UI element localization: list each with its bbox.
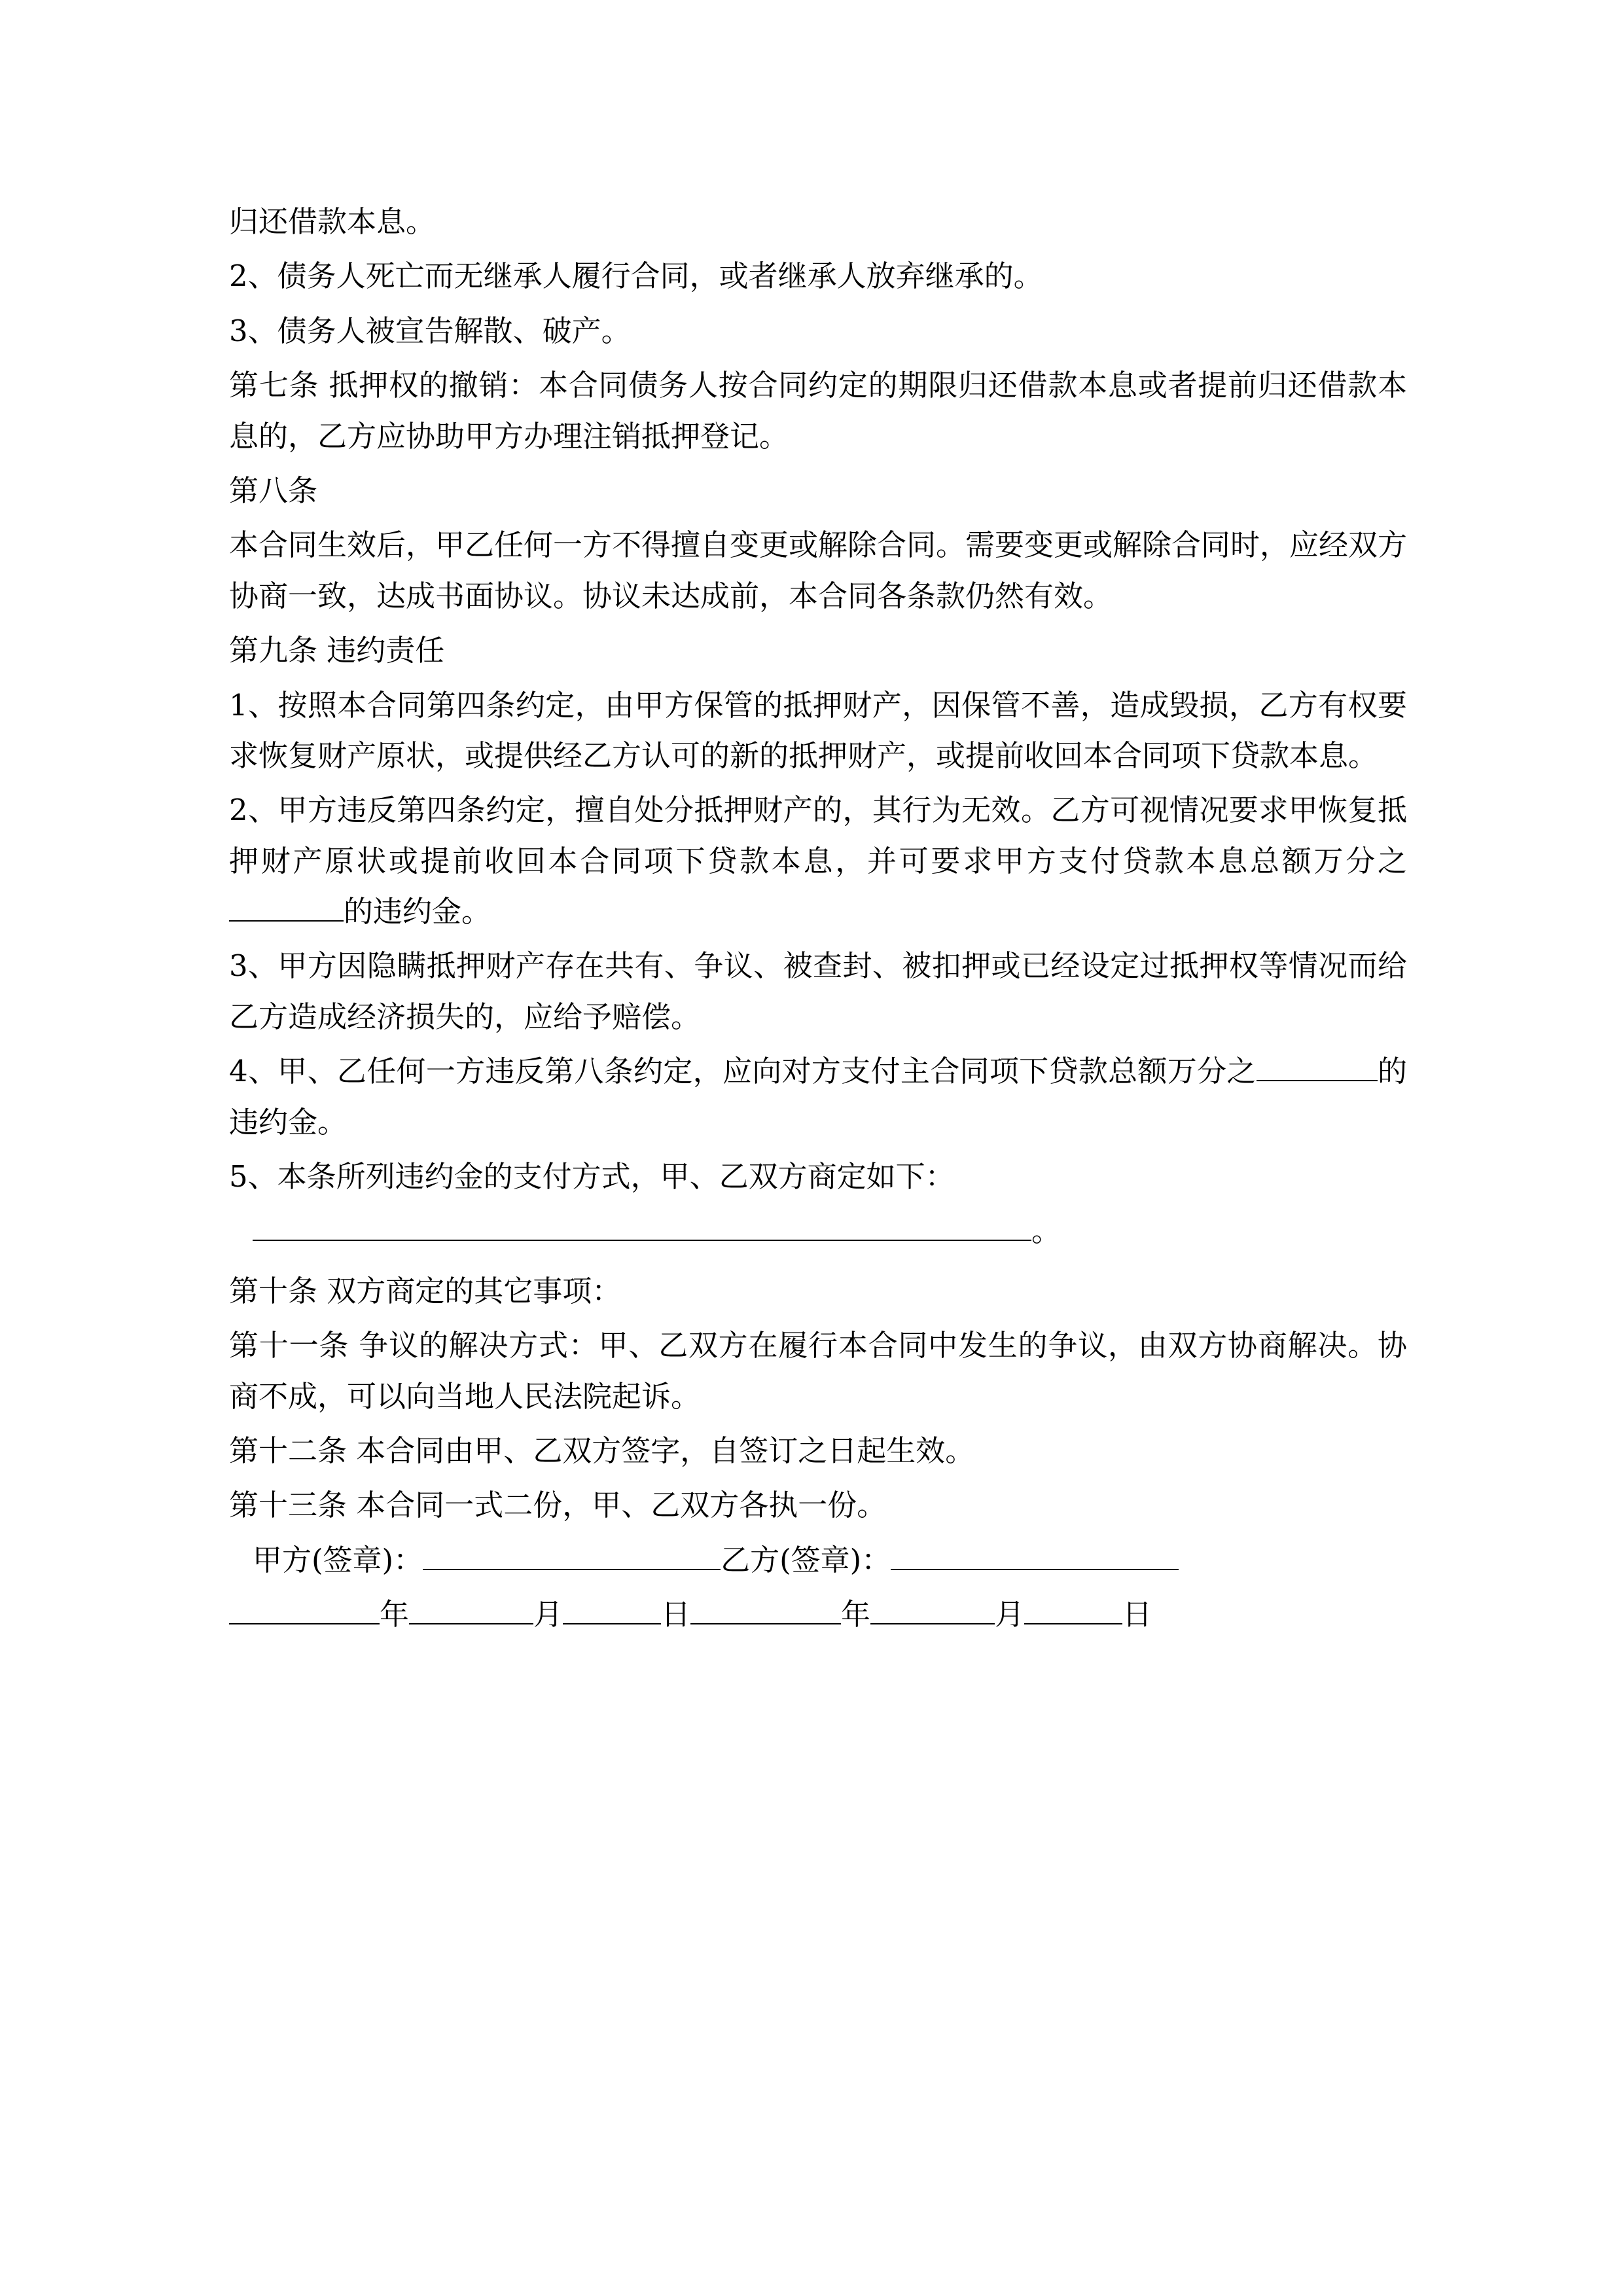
paragraph-article-8-body: 本合同生效后，甲乙任何一方不得擅自变更或解除合同。需要变更或解除合同时，应经双方协商一致，达成书面协议。协议未达成前，本合同各条款仍然有效。 [229,528,1408,613]
article-9-item-4-text-before: 4、甲、乙任何一方违反第八条约定，应向对方支付主合同项下贷款总额万分之 [229,1054,1257,1089]
paragraph-article-11: 第十一条 争议的解决方式：甲、乙双方在履行本合同中发生的争议，由双方协商解决。协商不成，可以向当地人民法院起诉。 [229,1328,1407,1414]
party-b-year-label: 年 [841,1597,871,1632]
paragraph-article-9-item-2 [229,785,1407,937]
party-a-signature-label: 甲方(签章)： [253,1542,423,1577]
party-a-year-label: 年 [380,1597,410,1632]
paragraph-article-9-item-5: 5、本条所列违约金的支付方式，甲、乙双方商定如下： [229,1159,955,1194]
party-a-signature-blank[interactable] [423,1569,721,1570]
party-a-year-blank[interactable] [229,1623,380,1624]
paragraph-clause-item-2: 2、债务人死亡而无继承人履行合同，或者继承人放弃继承的。 [229,259,1043,294]
paragraph-article-9-item-1: 1、按照本合同第四条约定，由甲方保管的抵押财产，因保管不善，造成毁损，乙方有权要求恢复财产原状，或提供经乙方认可的新的抵押财产，或提前收回本合同项下贷款本息。 [229,687,1407,773]
penalty-rate-blank-2[interactable] [1257,1080,1378,1081]
party-a-day-blank[interactable] [563,1623,661,1624]
payment-method-blank[interactable] [253,1240,1031,1241]
paragraph-article-9-heading: 第九条 违约责任 [229,633,445,668]
party-b-signature-blank[interactable] [891,1569,1179,1570]
paragraph-article-10: 第十条 双方商定的其它事项： [229,1273,622,1308]
paragraph-article-8-heading: 第八条 [229,473,318,508]
paragraph-article-13: 第十三条 本合同一式二份，甲、乙双方各执一份。 [229,1488,887,1523]
party-a-month-label: 月 [533,1597,563,1632]
paragraph-continued-text: 归还借款本息。 [229,204,436,239]
paragraph-clause-item-3: 3、债务人被宣告解散、破产。 [229,313,631,348]
article-9-item-4-text-after: 的违约金。 [229,1054,1407,1139]
document-body [229,196,1407,1640]
section-spacer [229,1261,1407,1266]
paragraph-payment-method-blank-line [229,1206,1407,1256]
party-b-day-label: 日 [1122,1597,1152,1632]
penalty-rate-blank-1[interactable] [229,920,344,922]
date-line [229,1589,1407,1640]
signature-line [229,1535,1407,1585]
party-b-month-label: 月 [995,1597,1025,1632]
paragraph-article-7: 第七条 抵押权的撤销：本合同债务人按合同约定的期限归还借款本息或者提前归还借款本息的，乙方应协助甲方办理注销抵押登记。 [229,368,1407,454]
article-9-item-2-text-after: 的违约金。 [344,894,491,929]
party-a-day-label: 日 [661,1597,691,1632]
party-b-year-blank[interactable] [690,1623,841,1624]
party-a-month-blank[interactable] [409,1623,533,1624]
party-b-signature-label: 乙方(签章)： [721,1542,891,1577]
paragraph-article-12: 第十二条 本合同由甲、乙双方签字，自签订之日起生效。 [229,1433,975,1468]
party-b-day-blank[interactable] [1024,1623,1122,1624]
paragraph-article-9-item-4 [229,1046,1407,1147]
paragraph-article-9-item-3: 3、甲方因隐瞒抵押财产存在共有、争议、被查封、被扣押或已经设定过抵押权等情况而给乙方造成经济损失的，应给予赔偿。 [229,948,1407,1034]
article-9-item-2-text-before: 2、甲方违反第四条约定，擅自处分抵押财产的，其行为无效。乙方可视情况要求甲恢复抵押财产原状或提前收回本合同项下贷款本息，并可要求甲方支付贷款本息总额万分之 [229,793,1407,878]
party-b-month-blank[interactable] [870,1623,995,1624]
payment-method-period: 。 [1031,1213,1061,1249]
